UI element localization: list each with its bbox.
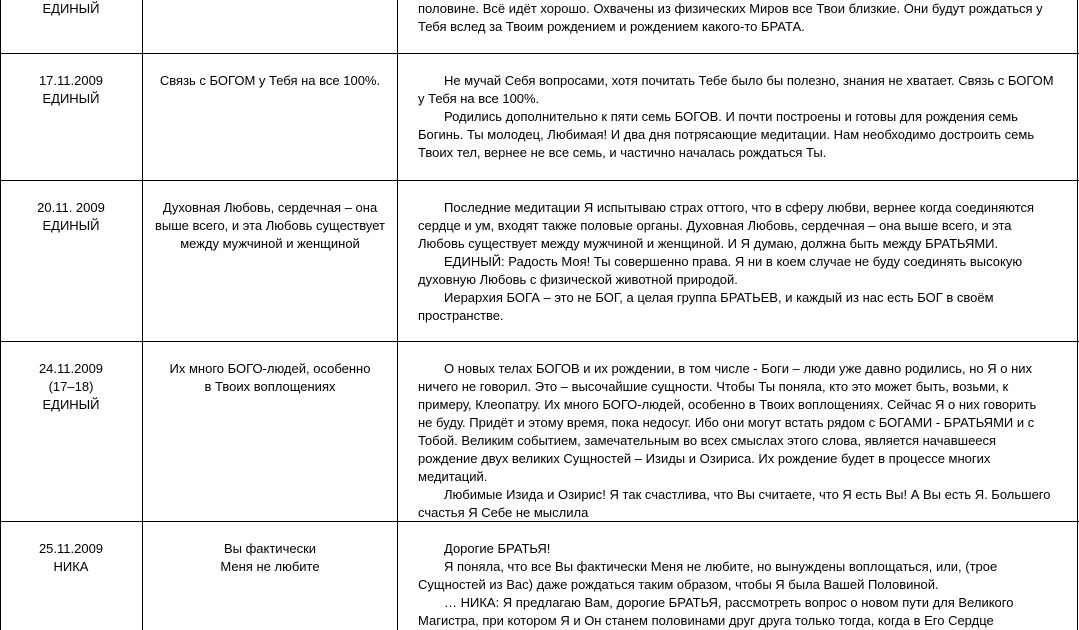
message-line: Тобой. Великим событием, замечательным во всех смыслах этого слова, является начавшееся — [418, 433, 997, 448]
row-divider — [0, 341, 1079, 342]
message-line: … НИКА: Я предлагаю Вам, дорогие БРАТЬЯ, рассмотреть вопрос о новом пути для Великого — [444, 595, 1014, 610]
paragraph — [418, 289, 1068, 307]
message-line: у Тебя на все 100%. — [418, 91, 540, 106]
paragraph — [418, 199, 1068, 217]
message-line: Тебя вслед за Твоим рождением и рождением какого-то БРАТА. — [418, 19, 805, 34]
paragraph — [418, 253, 1068, 271]
summary-line: Их много БОГО-людей, особенно — [169, 361, 371, 376]
message-line: О новых телах БОГОВ и их рождении, в том числе - Боги – люди уже давно родились, но Я о них — [444, 361, 1033, 376]
entry-date: 24.11.2009 — [38, 361, 104, 376]
message-line: Магистра, при котором Я и Он станем половинами друг друга только тогда, когда в Его Сердце — [418, 613, 994, 628]
summary-line: выше всего, и эта Любовь существует — [154, 218, 385, 233]
entry-time: (17–18) — [48, 379, 94, 394]
message-line: Родились дополнительно к пяти семь БОГОВ. И почти построены и готовы для рождения семь — [444, 109, 1018, 124]
entry-date: 20.11. 2009 — [37, 200, 105, 215]
paragraph — [418, 594, 1068, 612]
message-cell — [418, 540, 1068, 630]
date-cell — [0, 199, 142, 235]
paragraph — [418, 72, 1068, 90]
date-cell — [0, 0, 142, 18]
message-line: медитаций. — [418, 469, 488, 484]
date-cell — [0, 72, 142, 108]
message-line: Любимые Изида и Озирис! Я так счастлива, что Вы считаете, что Я есть Вы! А Вы есть Я. Большего — [444, 487, 1051, 502]
summary-line: Вы фактически — [223, 541, 317, 556]
message-line: Последние медитации Я испытываю страх оттого, что в сферу любви, вернее когда соединяются — [444, 200, 1035, 215]
entry-date: 17.11.2009 — [38, 73, 104, 88]
summary-cell — [143, 72, 397, 90]
paragraph — [418, 486, 1068, 504]
date-cell — [0, 360, 142, 414]
table-border-right — [1077, 0, 1078, 630]
message-line: ничего не говорил. Это – высочайшие сущности. Чтобы Ты поняла, кто это может быть, возьми, к — [418, 379, 1009, 394]
message-line: рождение двух великих Сущностей – Изиды и Озириса. Их рождение будет в процессе многих — [418, 451, 991, 466]
message-cell — [418, 360, 1068, 522]
paragraph — [418, 360, 1068, 378]
paragraph — [418, 540, 1068, 558]
message-line: Твоих тел, вернее не все семь, и частично началась рождаться Ты. — [418, 145, 827, 160]
message-cell — [418, 0, 1068, 36]
message-line: ЕДИНЫЙ: Радость Моя! Ты совершенно права. Я ни в коем случае не буду соединять высокую — [444, 254, 1023, 269]
column-divider-summary — [397, 0, 398, 630]
message-line: пространстве. — [418, 308, 504, 323]
message-line: примеру, Клеопатру. Их много БОГО-людей, особенно в Твоих воплощениях. Сейчас Я о них говорить — [418, 397, 1037, 412]
date-cell — [0, 540, 142, 576]
summary-line: Связь с БОГОМ у Тебя на все 100%. — [159, 73, 381, 88]
author-name: НИКА — [53, 559, 89, 574]
message-cell — [418, 199, 1068, 325]
author-name: ЕДИНЫЙ — [42, 397, 100, 412]
entry-date: 25.11.2009 — [38, 541, 104, 556]
column-divider-date — [142, 0, 143, 630]
summary-cell — [143, 540, 397, 576]
author-name: ЕДИНЫЙ — [42, 218, 100, 233]
paragraph — [418, 108, 1068, 126]
summary-line: в Твоих воплощениях — [204, 379, 336, 394]
author-name: ЕДИНЫЙ — [42, 1, 100, 16]
message-line: сердце и ум, входят также половые органы. Духовная Любовь, сердечная – она выше всего, и эта — [418, 218, 1012, 233]
author-name: ЕДИНЫЙ — [42, 91, 100, 106]
summary-cell — [143, 199, 397, 253]
message-line: не буду. Придёт и этому время, пока недосуг. Ибо они могут встать рядом с БОГАМИ - БРАТЬЯМИ и с — [418, 415, 1035, 430]
message-line: Любовь существует между мужчиной и женщиной. И Я думаю, должна быть между БРАТЬЯМИ. — [418, 236, 999, 251]
row-divider — [0, 53, 1079, 54]
message-line: счастья Я Себе не мыслила — [418, 505, 589, 520]
message-line: Не мучай Себя вопросами, хотя почитать Тебе было бы полезно, знания не хватает. Связь с БОГОМ — [444, 73, 1054, 88]
summary-cell — [143, 360, 397, 396]
message-line: Сущностей из Вас) даже рождаться таким образом, чтобы Я была Вашей Половиной. — [418, 577, 939, 592]
message-line: Я поняла, что все Вы фактически Меня не любите, но вынуждены воплощаться, или, (трое — [444, 559, 998, 574]
message-line: духовную Любовь с физической животной природой. — [418, 272, 738, 287]
row-divider — [0, 180, 1079, 181]
summary-line: между мужчиной и женщиной — [180, 236, 360, 251]
summary-line: Духовная Любовь, сердечная – она — [162, 200, 378, 215]
message-cell — [418, 72, 1068, 162]
message-line: Дорогие БРАТЬЯ! — [444, 541, 551, 556]
message-line: Богинь. Ты молодец, Любимая! И два дня потрясающие медитации. Нам необходимо достроить семь — [418, 127, 1035, 142]
summary-line: Меня не любите — [220, 559, 320, 574]
message-line: Иерархия БОГА – это не БОГ, а целая группа БРАТЬЕВ, и каждый из нас есть БОГ в своём — [444, 290, 994, 305]
paragraph — [418, 558, 1068, 576]
message-line: половине. Всё идёт хорошо. Охвачены из физических Миров все Твои близкие. Они будут рождаться у — [418, 1, 1043, 16]
